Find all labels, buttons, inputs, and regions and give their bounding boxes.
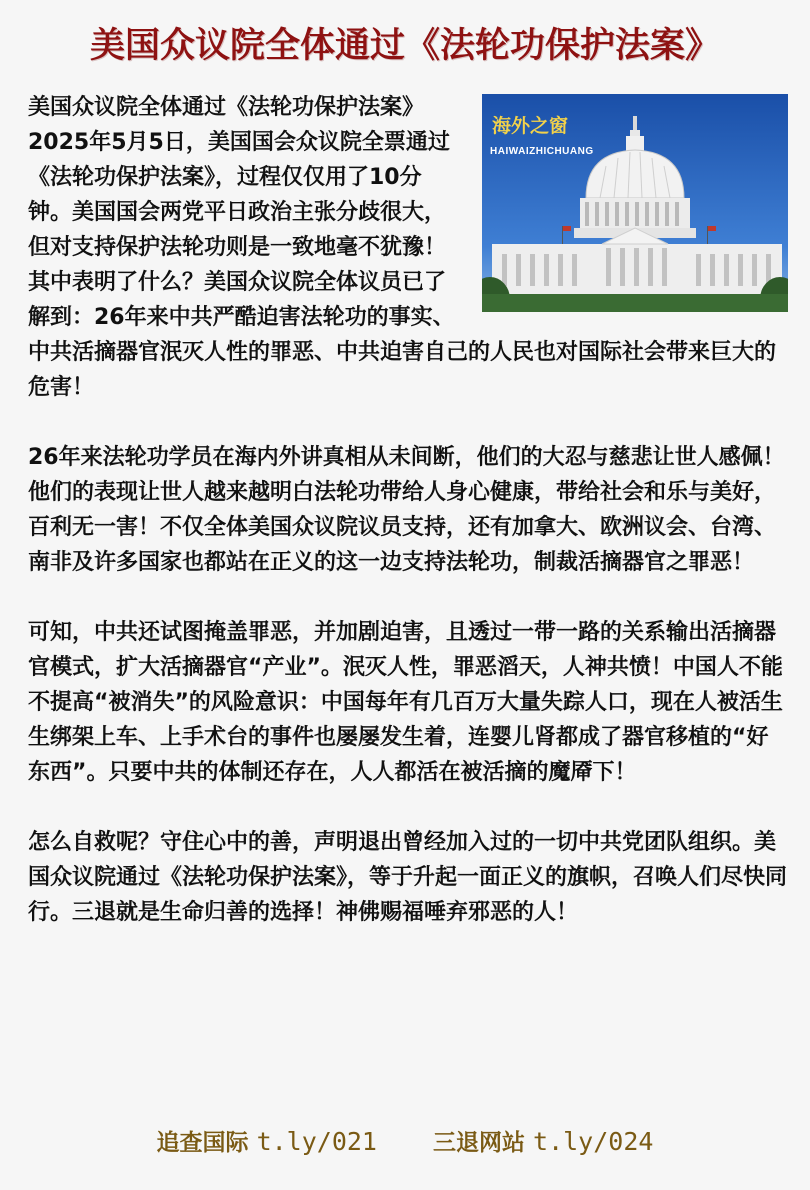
footer-site2-link[interactable]: t.ly/024 bbox=[533, 1127, 654, 1156]
footer-site1-name: 追查国际 bbox=[156, 1130, 249, 1156]
paragraph: 怎么自救呢？守住心中的善，声明退出曾经加入过的一切中共党团队组织。美国众议院通过《法轮功保护法案》，等于升起一面正义的旗帜，召唤人们尽快同行。三退就是生命归善的选择！神佛赐福唾弃邪恶的人！ bbox=[28, 830, 788, 925]
paragraph: 可知，中共还试图掩盖罪恶，并加剧迫害，且透过一带一路的关系输出活摘器官模式，扩大活摘器官“产业”。泯灭人性，罪恶滔天，人神共愤！中国人不能不提高“被消失”的风险意识：中国每年有几百万大量失踪人口，现在人被活生生绑架上车、上手术台的事件也屡屡发生着，连婴儿肾都成了器官移植的“好东西”。只要中共的体制还存在，人人都活在被活摘的魔厣下！ bbox=[28, 620, 783, 785]
footer bbox=[0, 1124, 810, 1157]
page-title: 美国众议院全体通过《法轮功保护法案》 bbox=[89, 26, 720, 66]
footer-site2-name: 三退网站 bbox=[433, 1130, 526, 1156]
capitol-image bbox=[482, 94, 788, 312]
capitol-illustration bbox=[482, 94, 788, 312]
image-badge: 海外之窗 bbox=[492, 115, 569, 137]
image-subtitle: HAIWAIZHICHUANG bbox=[490, 146, 594, 157]
paragraph: 26年来法轮功学员在海内外讲真相从未间断，他们的大忍与慈悲让世人感佩！他们的表现让世人越来越明白法轮功带给人身心健康，带给社会和乐与美好，百利无一害！不仅全体美国众议院议员支持，还有加拿大、欧洲议会、台湾、南非及许多国家也都站在正义的这一边支持法轮功，制裁活摘器官之罪恶！ bbox=[28, 445, 785, 575]
footer-site1-link[interactable]: t.ly/021 bbox=[256, 1127, 377, 1156]
paragraph: 美国众议院全体通过《法轮功保护法案》2025年5月5日，美国国会众议院全票通过《法轮功保护法案》，过程仅仅用了10分钟。美国国会两党平日政治主张分歧很大，但对支持保护法轮功则是一致地毫不犹豫！其中表明了什么？美国众议院全体议员已了解到：26年来中共严酷迫害法轮功的事实、中共活摘器官泯灭人性的罪恶、中共迫害自己的人民也对国际社会带来巨大的危害！ bbox=[28, 95, 777, 400]
article-body bbox=[28, 90, 788, 965]
